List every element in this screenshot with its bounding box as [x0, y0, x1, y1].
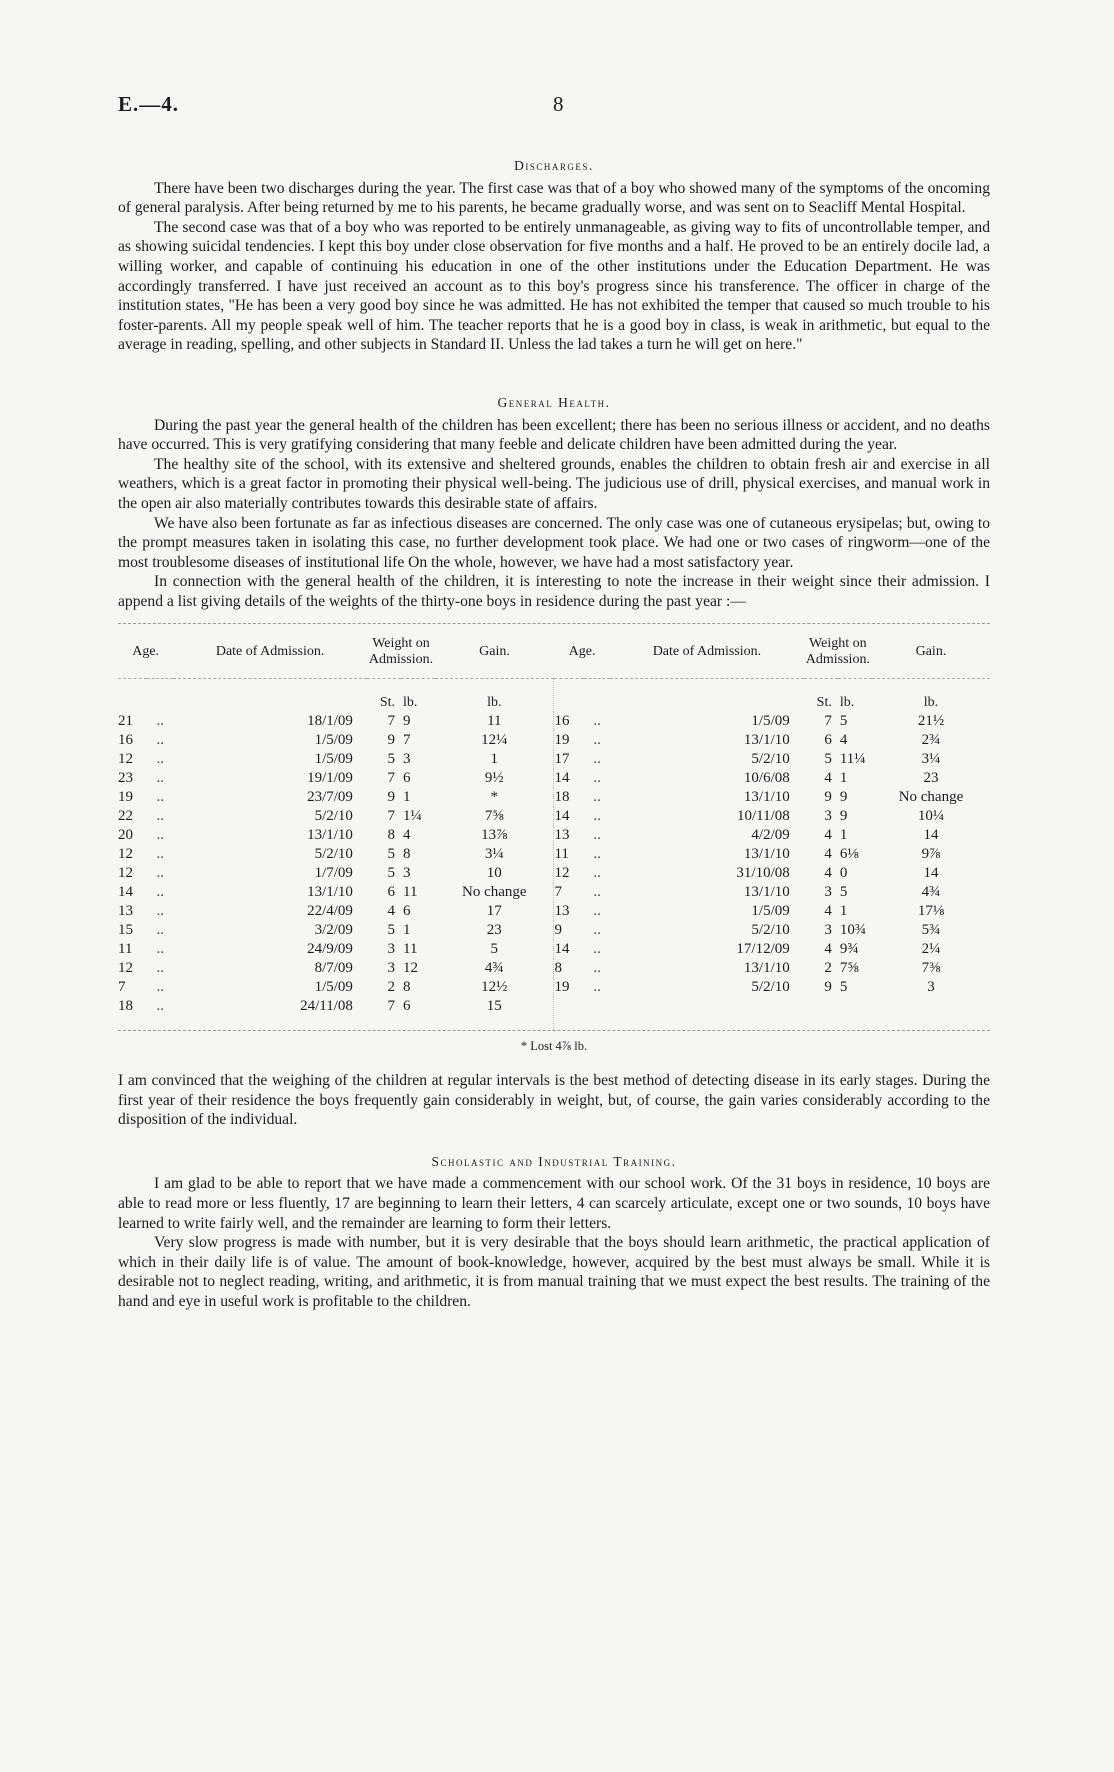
cell-age: 14 — [118, 884, 133, 901]
cell-gain: 3¼ — [484, 846, 504, 863]
cell-dots: .. — [156, 922, 165, 939]
section-heading-discharges: Discharges. — [514, 158, 594, 173]
cell-age: 18 — [118, 998, 133, 1015]
table-row — [118, 731, 990, 750]
cell-weight-st: 7 — [824, 713, 832, 730]
header-gain: Gain. — [872, 624, 990, 679]
table-footnote: * Lost 4⅞ lb. — [520, 1039, 588, 1054]
paragraph: During the past year the general health of the children has been excellent; there has been no serious illness or accident, and no deaths have occurred. This is very gratifying considering that many feeble and delicate children have been admitted during the year. — [118, 416, 990, 454]
cell-age: 11 — [554, 845, 584, 864]
cell-date: 1/5/09 — [751, 713, 790, 730]
paragraph: There have been two discharges during the year. The first case was that of a boy who showed many of the symptoms of the oncoming of general paralysis. After being returned by me to his parents, he became gradually worse, and was sent on to Seacliff Mental Hospital. — [118, 179, 990, 217]
cell-weight-st: 5 — [387, 865, 395, 882]
cell-dots: .. — [156, 865, 165, 882]
cell-gain: 15 — [486, 998, 502, 1015]
cell-weight-lb: 8 — [403, 846, 411, 863]
paragraph: I am convinced that the weighing of the children at regular intervals is the best method of detecting disease in its early stages. During the first year of their residence the boys frequently gain considerably in weight, but, of course, the gain varies considerably according to the disposition of the individual. — [118, 1072, 990, 1129]
cell-date: 23/7/09 — [307, 789, 353, 806]
cell-dots: .. — [593, 789, 601, 806]
cell-weight-st: 5 — [387, 846, 395, 863]
cell-dots: .. — [156, 903, 165, 920]
cell-gain: 23 — [923, 770, 939, 787]
cell-gain: 1 — [490, 751, 499, 768]
unit-st: St. — [816, 695, 832, 711]
cell-date: 17/12/09 — [736, 941, 790, 958]
cell-weight-st: 9 — [387, 789, 395, 806]
cell-dots: .. — [593, 751, 601, 768]
cell-age: 7 — [118, 979, 126, 996]
cell-age: 19 — [118, 789, 133, 806]
cell-gain: 11 — [487, 713, 502, 730]
cell-age: 14 — [554, 769, 584, 788]
cell-date: 24/9/09 — [307, 941, 353, 958]
paragraph: We have also been fortunate as far as infectious diseases are concerned. The only case was one of cutaneous erysipelas; but, owing to the prompt measures taken in isolating this case, no further development took place. We had one or two cases of ringworm—one of the most troublesome diseases of institutional life On the whole, however, we have had a most satisfactory year. — [118, 514, 990, 571]
cell-weight-st: 4 — [824, 770, 832, 787]
cell-age: 22 — [118, 808, 133, 825]
cell-dots: .. — [156, 751, 165, 768]
cell-date: 24/11/08 — [300, 998, 353, 1015]
header-age: Age. — [554, 624, 610, 679]
cell-gain: 2¾ — [921, 732, 941, 749]
cell-gain: 14 — [923, 865, 939, 882]
cell-age: 16 — [554, 712, 584, 731]
cell-weight-st: 7 — [387, 713, 395, 730]
cell-gain: 14 — [923, 827, 939, 844]
cell-dots: .. — [593, 713, 601, 730]
cell-weight-lb: 9 — [839, 808, 848, 825]
cell-weight-st: 4 — [824, 846, 832, 863]
cell-date: 1/5/09 — [314, 751, 353, 768]
cell-dots: .. — [156, 884, 165, 901]
cell-weight-lb: 11 — [403, 941, 418, 958]
header-gain: Gain. — [435, 624, 554, 679]
page-header — [118, 92, 1008, 122]
cell-date: 4/2/09 — [751, 827, 790, 844]
table-row — [118, 807, 990, 826]
table-row — [118, 864, 990, 883]
cell-gain: 10¼ — [917, 808, 945, 825]
cell-weight-lb: 5 — [839, 884, 848, 901]
cell-date: 8/7/09 — [314, 960, 353, 977]
cell-age: 17 — [554, 750, 584, 769]
table-row — [118, 883, 990, 902]
cell-weight-st: 5 — [387, 922, 395, 939]
cell-age: 11 — [118, 941, 133, 958]
cell-weight-lb: 5 — [839, 713, 848, 730]
cell-age: 23 — [118, 770, 133, 787]
cell-weight-lb: 6 — [403, 770, 411, 787]
cell-gain: 9⅞ — [921, 846, 941, 863]
paragraph: In connection with the general health of the children, it is interesting to note the increase in their weight since their admission. I append a list giving details of the weights of the thirty-one boys in residence during the past year :— — [118, 573, 990, 610]
weights-table-container — [118, 623, 990, 1031]
cell-weight-st: 7 — [387, 808, 395, 825]
cell-dots: .. — [593, 770, 601, 787]
cell-weight-st — [804, 997, 838, 1030]
cell-age: 16 — [118, 732, 133, 749]
cell-date: 5/2/10 — [314, 808, 353, 825]
cell-gain: 2¼ — [921, 941, 941, 958]
cell-weight-lb: 1 — [839, 903, 848, 920]
cell-date: 13/1/10 — [307, 827, 353, 844]
cell-age: 8 — [554, 959, 584, 978]
document-reference: E.—4. — [118, 92, 180, 116]
cell-weight-st: 7 — [387, 770, 395, 787]
table-row — [118, 788, 990, 807]
cell-dots: .. — [156, 713, 165, 730]
cell-age: 7 — [554, 883, 584, 902]
page-content — [118, 156, 990, 1312]
cell-dots: .. — [593, 827, 601, 844]
cell-gain: 17⅛ — [917, 903, 945, 920]
cell-age: 21 — [118, 713, 133, 730]
cell-weight-lb: 6 — [403, 903, 411, 920]
cell-weight-lb: 1 — [839, 770, 848, 787]
cell-dots: .. — [156, 846, 165, 863]
cell-weight-lb: 7 — [403, 732, 411, 749]
cell-age: 18 — [554, 788, 584, 807]
cell-weight-st: 6 — [824, 732, 832, 749]
cell-dots: .. — [593, 960, 601, 977]
cell-age: 13 — [554, 826, 584, 845]
cell-weight-lb: 1 — [403, 922, 411, 939]
cell-weight-st: 9 — [387, 732, 395, 749]
cell-gain: 5 — [490, 941, 499, 958]
cell-age: 14 — [554, 940, 584, 959]
cell-date: 1/7/09 — [314, 865, 353, 882]
cell-dots: .. — [593, 846, 601, 863]
cell-weight-st: 4 — [387, 903, 395, 920]
table-row — [118, 845, 990, 864]
cell-date: 13/1/10 — [743, 960, 790, 977]
table-row — [118, 769, 990, 788]
cell-weight-lb: 1 — [403, 789, 411, 806]
cell-age: 12 — [118, 960, 133, 977]
cell-date — [610, 997, 804, 1030]
cell-age: 20 — [118, 827, 133, 844]
cell-weight-lb: 7⅝ — [839, 960, 859, 977]
cell-date: 5/2/10 — [751, 979, 790, 996]
cell-gain: 3¼ — [921, 751, 941, 768]
cell-date: 5/2/10 — [751, 922, 790, 939]
cell-age: 12 — [118, 846, 133, 863]
cell-gain: * — [490, 789, 499, 806]
weights-table-body — [118, 679, 990, 1031]
section-heading-scholastic: Scholastic and Industrial Training. — [431, 1153, 677, 1169]
cell-weight-lb: 9 — [403, 713, 411, 730]
cell-age: 19 — [554, 978, 584, 997]
table-row — [118, 902, 990, 921]
paragraph: I am glad to be able to report that we have made a commencement with our school work. Of the 31 boys in residence, 10 boys are able to read more or less fluently, 17 are beginning to learn their letters, 4 can scarcely articulate, except one or two sounds, 10 boys have learned to write fairly well, and the remainder are learning to form their letters. — [118, 1175, 990, 1232]
cell-gain: No change — [462, 884, 527, 901]
cell-weight-st: 6 — [387, 884, 395, 901]
cell-age: 9 — [554, 921, 584, 940]
units-row — [118, 679, 990, 713]
cell-gain: 4¾ — [484, 960, 504, 977]
unit-gain: lb. — [487, 695, 502, 711]
cell-date: 1/5/09 — [751, 903, 790, 920]
cell-dots: .. — [593, 865, 601, 882]
cell-age: 15 — [118, 922, 133, 939]
cell-gain: 21½ — [917, 713, 945, 730]
cell-gain: 13⅞ — [481, 827, 508, 844]
cell-weight-lb: 8 — [403, 979, 411, 996]
cell-weight-lb: 1 — [839, 827, 848, 844]
cell-dots: .. — [593, 808, 601, 825]
unit-st: St. — [379, 695, 395, 711]
cell-dots — [584, 997, 610, 1030]
cell-gain: 23 — [486, 922, 502, 939]
cell-weight-lb: 3 — [403, 751, 411, 768]
cell-dots: .. — [156, 941, 165, 958]
header-date: Date of Admission. — [610, 624, 804, 679]
table-row — [118, 997, 990, 1030]
cell-dots: .. — [593, 941, 601, 958]
cell-weight-lb: 10¾ — [839, 922, 867, 939]
cell-gain: 3 — [927, 979, 935, 996]
paragraph: The second case was that of a boy who was reported to be entirely unmanageable, as giving way to fits of uncontrollable temper, and as showing suicidal tendencies. I kept this boy under close observation for five months and a half. He proved to be an entirely docile lad, a willing worker, and capable of continuing his education in one of the other institutions under the Education Department. He was accordingly transferred. I have just received an account as to this boy's progress since his transference. The officer in charge of the institution states, "He has been a very good boy since he was admitted. He has not exhibited the temper that caused so much trouble to his foster-parents. All my people speak well of him. The teacher reports that he is a good boy in class, is weak in arithmetic, but equal to the average in reading, spelling, and other subjects in Standard II. Unless the lad takes a turn he will get on here." — [118, 218, 990, 354]
paragraph: Very slow progress is made with number, but it is very desirable that the boys should learn arithmetic, the practical application of which in their daily life is of value. The amount of book-knowledge, however, acquired by the best must always be small. While it is desirable not to neglect reading, writing, and arithmetic, it is from manual training that we must expect the best results. The training of the hand and eye in useful work is profitable to the children. — [118, 1234, 990, 1310]
cell-weight-lb: 4 — [839, 732, 848, 749]
cell-dots: .. — [156, 808, 165, 825]
section-heading-health: General Health. — [497, 394, 611, 410]
cell-weight-st: 4 — [824, 865, 832, 882]
unit-lb: lb. — [403, 695, 418, 711]
page-number: 8 — [553, 92, 564, 116]
cell-date: 22/4/09 — [307, 903, 353, 920]
cell-dots: .. — [156, 827, 165, 844]
cell-weight-lb: 9 — [839, 789, 848, 806]
cell-weight-st: 9 — [824, 979, 832, 996]
cell-date: 5/2/10 — [314, 846, 353, 863]
cell-age: 14 — [554, 807, 584, 826]
cell-gain: 7⅜ — [921, 960, 941, 977]
cell-weight-lb: 3 — [403, 865, 411, 882]
cell-weight-st: 7 — [387, 998, 395, 1015]
cell-gain: 9½ — [484, 770, 504, 787]
cell-date: 31/10/08 — [736, 865, 790, 882]
cell-weight-lb: 5 — [839, 979, 848, 996]
cell-date: 13/1/10 — [743, 846, 790, 863]
table-row — [118, 978, 990, 997]
cell-dots: .. — [593, 922, 601, 939]
cell-weight-st: 4 — [824, 903, 832, 920]
cell-weight-st: 4 — [824, 941, 832, 958]
cell-date: 3/2/09 — [314, 922, 353, 939]
cell-gain: 5¾ — [921, 922, 941, 939]
cell-date: 13/1/10 — [307, 884, 353, 901]
cell-weight-st: 3 — [387, 941, 395, 958]
cell-weight-st: 3 — [824, 884, 832, 901]
cell-age: 12 — [118, 751, 133, 768]
cell-date: 1/5/09 — [314, 979, 353, 996]
cell-dots: .. — [156, 770, 165, 787]
cell-weight-lb: 9¾ — [839, 941, 859, 958]
cell-gain: 4¾ — [921, 884, 941, 901]
cell-age — [554, 997, 584, 1030]
table-row — [118, 750, 990, 769]
table-row — [118, 826, 990, 845]
table-header-row — [118, 624, 990, 679]
cell-date: 13/1/10 — [743, 789, 790, 806]
cell-weight-lb: 11¼ — [839, 751, 866, 768]
header-age: Age. — [118, 624, 173, 679]
unit-lb: lb. — [839, 695, 855, 711]
cell-weight-lb: 6 — [403, 998, 411, 1015]
cell-weight-st: 3 — [824, 922, 832, 939]
cell-gain: 7⅝ — [484, 808, 504, 825]
cell-date: 1/5/09 — [314, 732, 353, 749]
cell-weight-st: 5 — [387, 751, 395, 768]
cell-dots: .. — [156, 998, 165, 1015]
table-row — [118, 940, 990, 959]
cell-gain: 10 — [486, 865, 502, 882]
header-weight: Weight on Admission. — [367, 624, 435, 679]
cell-date: 13/1/10 — [743, 732, 790, 749]
cell-weight-st: 3 — [387, 960, 395, 977]
cell-dots: .. — [156, 960, 165, 977]
cell-date: 10/6/08 — [743, 770, 790, 787]
table-row — [118, 959, 990, 978]
cell-date: 19/1/09 — [307, 770, 353, 787]
cell-weight-st: 3 — [824, 808, 832, 825]
header-weight: Weight on Admission. — [804, 624, 872, 679]
cell-gain: No change — [898, 789, 964, 806]
cell-weight-st: 2 — [387, 979, 395, 996]
cell-age: 19 — [554, 731, 584, 750]
cell-age: 13 — [554, 902, 584, 921]
cell-weight-st: 2 — [824, 960, 832, 977]
cell-gain: 12½ — [481, 979, 508, 996]
cell-gain: 17 — [486, 903, 502, 920]
cell-gain — [872, 997, 990, 1030]
cell-weight-st: 4 — [824, 827, 832, 844]
cell-dots: .. — [593, 884, 601, 901]
cell-age: 12 — [554, 864, 584, 883]
cell-weight-lb: 6⅛ — [839, 846, 859, 863]
cell-weight-st: 9 — [824, 789, 832, 806]
cell-gain: 12¼ — [481, 732, 508, 749]
cell-weight-lb: 11 — [403, 884, 418, 901]
cell-date: 13/1/10 — [743, 884, 790, 901]
paragraph: The healthy site of the school, with its extensive and sheltered grounds, enables the children to obtain fresh air and exercise in all weathers, which is a great factor in promoting their physical well-being. The judicious use of drill, physical exercises, and manual work in the open air also materially contributes towards this desirable state of affairs. — [118, 455, 990, 512]
cell-weight-lb — [838, 997, 872, 1030]
cell-weight-lb: 4 — [403, 827, 411, 844]
cell-date: 10/11/08 — [736, 808, 790, 825]
cell-age: 12 — [118, 865, 133, 882]
cell-dots: .. — [593, 979, 601, 996]
cell-dots: .. — [593, 732, 601, 749]
cell-weight-st: 5 — [824, 751, 832, 768]
table-row — [118, 921, 990, 940]
cell-dots: .. — [156, 979, 165, 996]
cell-weight-lb: 12 — [403, 960, 418, 977]
cell-age: 13 — [118, 903, 133, 920]
cell-dots: .. — [156, 732, 165, 749]
cell-date: 18/1/09 — [307, 713, 353, 730]
table-row — [118, 712, 990, 731]
weights-table — [118, 624, 990, 1030]
cell-weight-st: 8 — [387, 827, 395, 844]
unit-gain: lb. — [923, 695, 939, 711]
header-date: Date of Admission. — [173, 624, 367, 679]
cell-weight-lb: 1¼ — [403, 808, 422, 825]
cell-dots: .. — [156, 789, 165, 806]
cell-date: 5/2/10 — [751, 751, 790, 768]
cell-weight-lb: 0 — [839, 865, 848, 882]
cell-dots: .. — [593, 903, 601, 920]
